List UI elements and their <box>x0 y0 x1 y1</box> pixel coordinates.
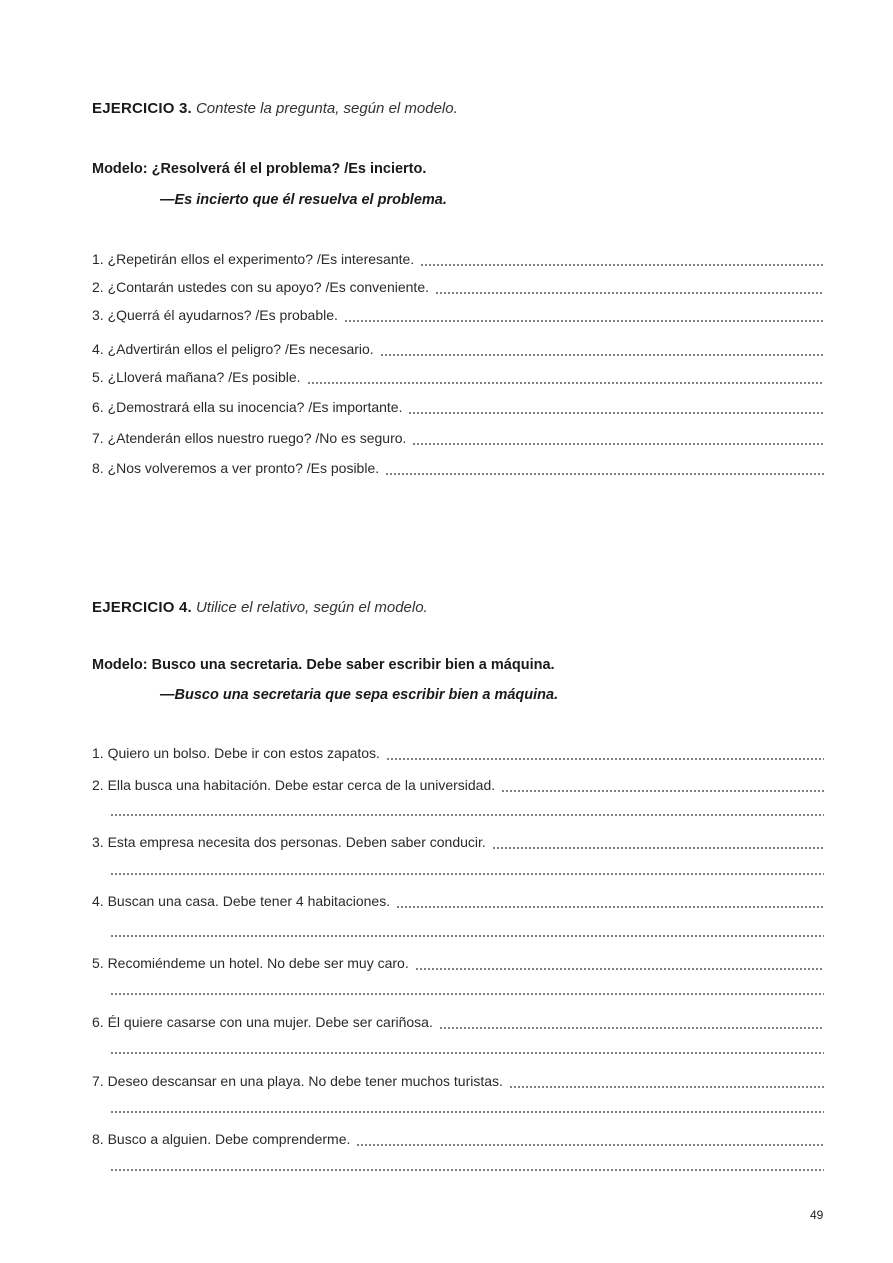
exercise-3-model-answer: —Es incierto que él resuelva el problema. <box>160 192 447 208</box>
exercise-4-item-3[interactable]: 3. Esta empresa necesita dos personas. Deben saber conducir. <box>92 834 824 852</box>
exercise-4-item-7[interactable]: 7. Deseo descansar en una playa. No debe tener muchos turistas. <box>92 1073 824 1091</box>
exercise-3-model: Modelo: ¿Resolverá él el problema? /Es incierto. <box>92 161 427 177</box>
exercise-3-item-1[interactable]: 1. ¿Repetirán ellos el experimento? /Es interesante. <box>92 251 824 269</box>
exercise-4-model: Modelo: Busco una secretaria. Debe saber escribir bien a máquina. <box>92 657 555 673</box>
answer-line-extra[interactable] <box>110 814 824 816</box>
exercise-3-instruction: Conteste la pregunta, según el modelo. <box>195 100 458 117</box>
answer-line <box>420 264 824 266</box>
answer-line-extra[interactable] <box>110 1052 824 1054</box>
answer-line <box>307 382 824 384</box>
exercise-3-item-4[interactable]: 4. ¿Advertirán ellos el peligro? /Es necesario. <box>92 341 824 359</box>
answer-line <box>344 320 824 322</box>
answer-line-extra[interactable] <box>110 873 824 875</box>
answer-line-extra[interactable] <box>110 935 824 937</box>
exercise-3-item-3[interactable]: 3. ¿Querrá él ayudarnos? /Es probable. <box>92 307 824 325</box>
answer-line-extra[interactable] <box>110 1111 824 1113</box>
exercise-3-item-5[interactable]: 5. ¿Lloverá mañana? /Es posible. <box>92 369 824 387</box>
exercise-3-item-7[interactable]: 7. ¿Atenderán ellos nuestro ruego? /No es seguro. <box>92 430 824 448</box>
exercise-3-item-8[interactable]: 8. ¿Nos volveremos a ver pronto? /Es posible. <box>92 460 824 478</box>
answer-line <box>501 790 824 792</box>
answer-line <box>435 292 824 294</box>
answer-line <box>408 412 824 414</box>
exercise-4-label: EJERCICIO 4. <box>92 599 192 616</box>
exercise-4-item-1[interactable]: 1. Quiero un bolso. Debe ir con estos zapatos. <box>92 745 824 763</box>
exercise-4-model-answer: —Busco una secretaria que sepa escribir bien a máquina. <box>160 687 559 703</box>
exercise-4-item-6[interactable]: 6. Él quiere casarse con una mujer. Debe ser cariñosa. <box>92 1014 824 1032</box>
answer-line <box>380 354 824 356</box>
answer-line <box>509 1086 824 1088</box>
answer-line-extra[interactable] <box>110 993 824 995</box>
exercise-4-item-4[interactable]: 4. Buscan una casa. Debe tener 4 habitaciones. <box>92 893 824 911</box>
page-number: 49 <box>810 1208 824 1222</box>
answer-line-extra[interactable] <box>110 1169 824 1171</box>
exercise-3-label: EJERCICIO 3. <box>92 100 192 117</box>
exercise-4-item-5[interactable]: 5. Recomiéndeme un hotel. No debe ser muy caro. <box>92 955 824 973</box>
exercise-4-instruction: Utilice el relativo, según el modelo. <box>195 599 428 616</box>
answer-line <box>439 1027 824 1029</box>
answer-line <box>415 968 824 970</box>
exercise-4-item-8[interactable]: 8. Busco a alguien. Debe comprenderme. <box>92 1131 824 1149</box>
answer-line <box>396 906 824 908</box>
exercise-3-item-6[interactable]: 6. ¿Demostrará ella su inocencia? /Es importante. <box>92 399 824 417</box>
answer-line <box>412 443 824 445</box>
answer-line <box>385 473 824 475</box>
exercise-4-item-2[interactable]: 2. Ella busca una habitación. Debe estar cerca de la universidad. <box>92 777 824 795</box>
exercise-3-title <box>92 100 458 117</box>
exercise-3-item-2[interactable]: 2. ¿Contarán ustedes con su apoyo? /Es conveniente. <box>92 279 824 297</box>
exercise-4-title <box>92 599 428 616</box>
answer-line <box>356 1144 824 1146</box>
answer-line <box>386 758 824 760</box>
answer-line <box>492 847 824 849</box>
